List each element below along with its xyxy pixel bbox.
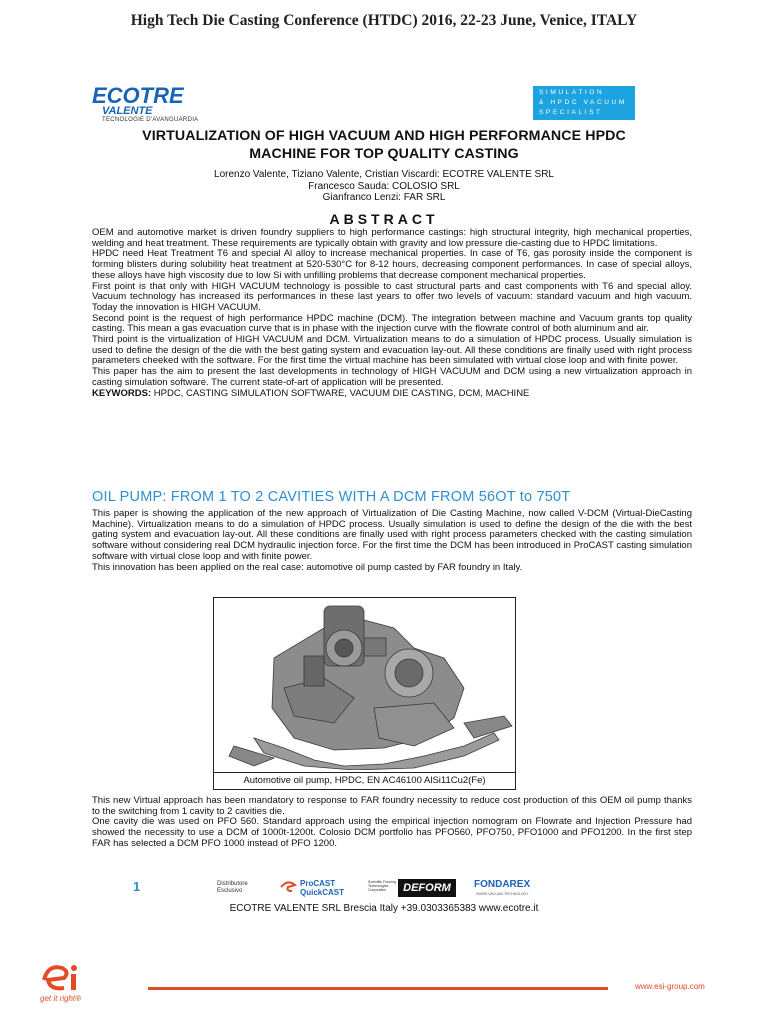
badge-line-3: SPECIALIST (539, 109, 603, 116)
section-paragraph: One cavity die was used on PFO 560. Standard approach using the empirical injection nomogram on Flowrate and Injection Pressure had showed the necessity to use a DCM of 1000t-1200t. Colosio DCM portfolio has PFO560, PFO750, PFO1000 and PFO1200. In the first step FAR has selected a DCM PFO 1000 instead of PFO 1200. (92, 816, 692, 849)
abstract-paragraph: Third point is the virtualization of HIGH VACUUM and DCM. Virtualization means to do a simulation of HPDC process. Usually simulation is used to define the design of the die with the best gating system and evacuation lay-out. All these conditions are finally used with right process parameters cheeked with the software. For the first time the virtual machine has been simulated with virtual close loop and with finite power. (92, 334, 692, 367)
abstract-paragraph: HPDC need Heat Treatment T6 and special Al alloy to increase mechanical properties. In case of T6, gas porosity inside the component is forming blisters during solubility heat treatment at 520-530°C for 8-12 hours, decreasing component performances. In case of special alloys, these alloys have high viscosity due to low Si with unfilling problems that decrease component mechanical properties. (92, 248, 692, 281)
esi-tagline: get it right® (40, 994, 82, 1003)
procast-text: ProCAST (300, 879, 336, 888)
badge-line-1: SIMULATION (539, 89, 605, 96)
esi-url-link[interactable]: www.esi-group.com (635, 982, 705, 991)
badge-line-2: & HPDC VACUUM (539, 99, 627, 106)
author-list (0, 169, 768, 204)
logo-tagline: TECNOLOGIE D'AVANGUARDIA (102, 117, 199, 123)
section-body (92, 509, 692, 573)
abstract-body (92, 228, 692, 399)
conference-header: High Tech Die Casting Conference (HTDC) 2016, 22-23 June, Venice, ITALY (130, 12, 638, 29)
fondarex-tagline: SWISS VACUUM TECHNOLOGY (476, 892, 529, 896)
distributor-label: Distributore Esclusivo (217, 881, 248, 894)
esi-mini-icon (278, 879, 298, 895)
simulation-specialist-badge (533, 86, 635, 120)
section-paragraph: This paper is showing the application of the new approach of Virtualization of Die Casting Machine, now called V-DCM (Virtual-DieCasting Machine). Virtualization means to do a simulation of HPDC process. Usually simulation is used to define the design of the die with the best gating system and evacuation lay-out. All these conditions are finally used with right process parameters checked with the casting simulation software without considering real DCM hydraulic injection force. For the first time the DCM has been introduced in ProCAST casting simulation software with virtual close loop and with finite power. (92, 508, 692, 562)
author-line: Francesco Sauda: COLOSIO SRL (308, 180, 460, 192)
keywords-text: HPDC, CASTING SIMULATION SOFTWARE, VACUUM DIE CASTING, DCM, MACHINE (151, 387, 530, 399)
paper-title (60, 127, 708, 163)
section-heading: OIL PUMP: FROM 1 TO 2 CAVITIES WITH A DCM FROM 56OT to 750T (92, 489, 571, 505)
abstract-heading: ABSTRACT (329, 211, 439, 227)
abstract-paragraph: First point is that only with HIGH VACUUM technology is possible to cast structural parts and cast components with T6 and special alloy. Vacuum technology has increased its performances in these last years to offer two levels of vacuum: standard vacuum and high vacuum. Today the innovation is HIGH VACUUM. (92, 280, 692, 313)
quickcast-text: QuickCAST (300, 888, 345, 897)
deform-tagline: Scientific Forming Technologies Corporation (368, 880, 396, 892)
abstract-paragraph: This paper has the aim to present the last developments in technology of HIGH VACUUM and DCM using a new virtualization approach in casting simulation software. The current state-of-art of application will be presented. (92, 366, 692, 388)
esi-logo (40, 960, 120, 1010)
title-line-2: MACHINE FOR TOP QUALITY CASTING (249, 146, 519, 162)
section-paragraph: This innovation has been applied on the real case: automotive oil pump casted by FAR foundry in Italy. (92, 561, 523, 573)
page-number: 1 (133, 879, 141, 894)
author-line: Lorenzo Valente, Tiziano Valente, Cristian Viscardi: ECOTRE VALENTE SRL (214, 169, 554, 180)
keywords-line (92, 389, 692, 400)
esi-swirl-icon (40, 960, 80, 994)
title-line-1: VIRTUALIZATION OF HIGH VACUUM AND HIGH PERFORMANCE HPDC (142, 128, 626, 144)
ecotre-valente-logo (92, 83, 210, 123)
section-paragraph: This new Virtual approach has been mandatory to response to FAR foundry necessity to reduce cost production of this OEM oil pump thanks to the switching from 1 cavity to 2 cavities die. (92, 795, 692, 817)
footer-accent-bar (148, 987, 608, 990)
procast-logo (278, 879, 348, 897)
section-body-continued (92, 796, 692, 850)
keywords-label: KEYWORDS: (92, 387, 152, 399)
abstract-paragraph: Second point is the request of high performance HPDC machine (DCM). The integration between machine and Vacuum grants top quality casting. This mean a gas evacuation curve that is in phase with the injection curve with the flowrate control of both aluminum and air. (92, 312, 692, 335)
deform-logo: DEFORM (398, 879, 456, 897)
author-line: Gianfranco Lenzi: FAR SRL (322, 192, 446, 203)
fondarex-logo: FONDAREX (474, 879, 531, 890)
oil-pump-image (214, 598, 515, 770)
figure-caption: Automotive oil pump, HPDC, EN AC46100 AlSi11Cu2(Fe) (214, 772, 515, 786)
logo-brand-main: ECOTRE (92, 83, 184, 108)
logo-brand-sub: VALENTE (102, 105, 153, 117)
abstract-paragraph: OEM and automotive market is driven foundry suppliers to high performance castings: high structural integrity, high mechanical properties, welding and heat treatment. These requirements are typically obtain with gravity and low pressure die-casting due to HPDC limitations. (92, 227, 692, 249)
contact-line: ECOTRE VALENTE SRL Brescia Italy +39.0303365383 www.ecotre.it (229, 903, 539, 914)
figure-oil-pump (213, 597, 516, 790)
